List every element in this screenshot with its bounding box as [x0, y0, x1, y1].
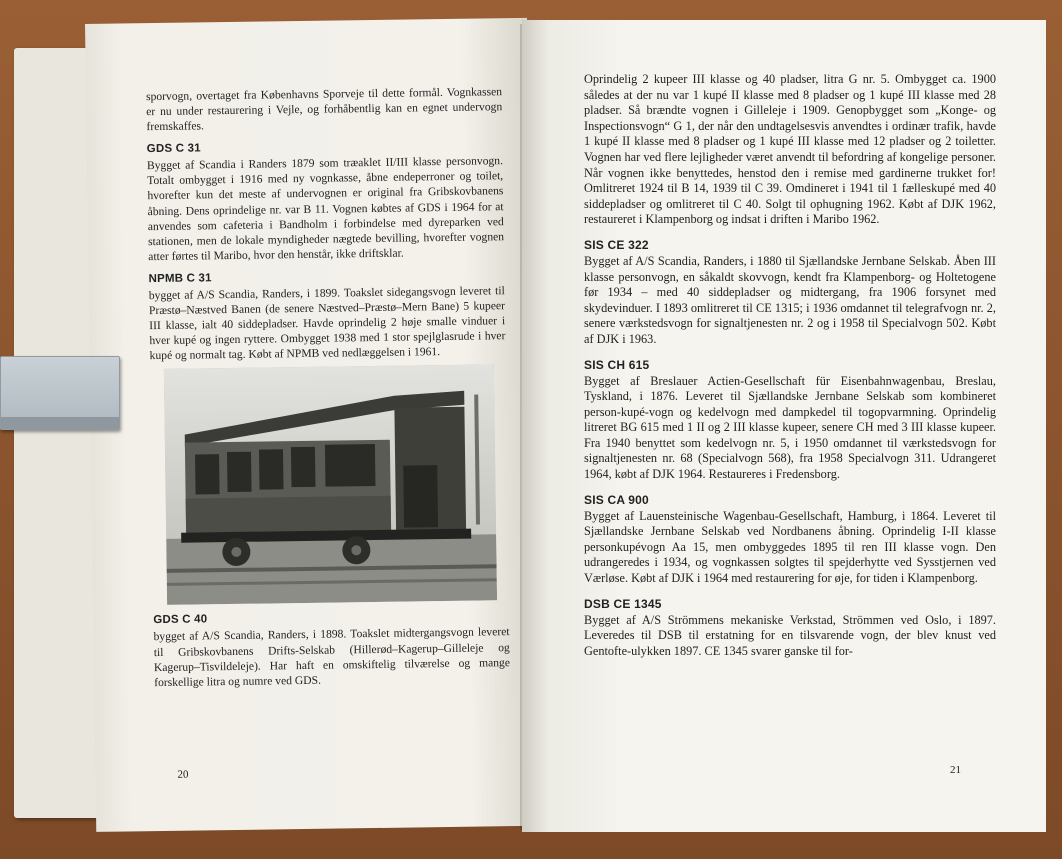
section-text-gds-c40: bygget af A/S Scandia, Randers, i 1898. Toakslet midtergangsvogn leveret til Gribskovbanens Drifts-Selskab (Hillerød–Kagerup–Gilleleje og Kagerup–Tisvildeleje). Har haft en omskiftelig tilværelse og mange forskellige litra og numre ved GDS.	[153, 625, 511, 689]
left-intro-text: sporvogn, overtaget fra Københavns Sporveje til dette formål. Vognkassen er nu under restaurering i Vejle, og forhåbentlig kan en egnet undervogn fremskaffes.	[145, 85, 503, 134]
section-text-sis-ce322: Bygget af A/S Scandia, Randers, i 1880 til Sjællandske Jernbane Selskab. Åben III klasse personvogn, en såkaldt skovvogn, kendt fra Klampenborg- og Holtetogene før 1934 – med 40 siddepladser og midtergang, fra 1906 forsynet med skydevinduer. I 1893 omlitreret til CE 1315; i 1936 omdannet til telegrafvogn nr. 2, senere værkstedsvogn for signaltjenesten nr. 2 og i 1958 til Specialvogn 502. Købt af DJK i 1963.	[584, 253, 996, 346]
section-title-sis-ce322: SIS CE 322	[584, 237, 649, 252]
page-number-left: 20	[177, 768, 189, 781]
bookmark-fold	[1, 417, 119, 429]
section-title-gds-c40: GDS C 40	[153, 613, 208, 627]
section-text-npmb-c31: bygget af A/S Scandia, Randers, i 1899. Toakslet sidegangsvogn leveret til Præstø–Næstved Banen (de senere Næstved–Præstø–Mern Bane) 5 kupeer III klasse, ialt 40 siddepladser. Havde oprindelig 2 høje smalle vinduer i hver kupé og ingen ryttere. Ombygget 1938 med 1 stor spejlglasrude i hver kupé og normalt tag. Købt af NPMB ved nedlæggelsen i 1961.	[148, 284, 506, 363]
section-text-dsb-ce1345: Bygget af A/S Strömmens mekaniske Verkstad, Strömmen ved Oslo, i 1897. Leveredes til DSB til erstatning for en tilsvarende vogn, der blev knust ved Gentofte-ulykken 1897. CE 1345 svarer ganske til for-	[584, 612, 996, 658]
section-text-sis-ca900: Bygget af Lauensteinische Wagenbau-Gesellschaft, Hamburg, i 1864. Leveret til Sjællandske Jernbane Selskab ved Nordbanens åbning. Oprindelig I-II klasse personkupévogn Aa 15, men ombyggedes 1895 til ren III klasse vogn. Den udrangeredes i 1934, og vognkassen solgtes til spejderhytte ved Sysstjernen ved Værløse. Købt af DJK i 1964 med restaurering for øje, for tiden i Klampenborg.	[584, 508, 996, 586]
railway-carriage-photo	[164, 365, 497, 606]
section-title-sis-ca900: SIS CA 900	[584, 492, 649, 507]
section-text-sis-ch615: Bygget af Breslauer Actien-Gesellschaft für Eisenbahnwagenbau, Breslau, Tyskland, i 1876. Leveret til Sjællandske Jernbane Selskab som kombineret person-kupé-vogn og kedelvogn med dampkedel til togopvarmning. Oprindelig litreret BG 615 med 1 II og 2 III klasse kupeer, senere CH med 3 III klasse kupeer. Fra 1940 benyttet som kedelvogn nr. 5, i 1950 omdannet til værkstedsvogn for signaltjenesten nr. 68 (Specialvogn 568), fra 1958 Specialvogn 311. Udrangeret 1964, købt af DJK 1964. Restaureres i Fredensborg.	[584, 373, 996, 482]
section-text-gds-c31: Bygget af Scandia i Randers 1879 som træaklet II/III klasse personvogn. Totalt ombygget i 1916 med ny vognkasse, åbne endeperroner og toilet, hvorefter kun det meste af undervognen er original fra Gribskovbanens åbning. Dens oprindelige nr. var B 11. Vognen købtes af GDS i 1964 for at anvendes som cafeteria i Bandholm i forbindelse med dyreparken ved stationen, men de lokale myndigheder nægtede bevilling, hvorefter vognen atter førtes til Maribo, hvor den henstår, ikke driftsklar.	[146, 154, 505, 263]
carriage-illustration	[164, 365, 497, 606]
section-title-sis-ch615: SIS CH 615	[584, 357, 650, 372]
section-title-gds-c31: GDS C 31	[146, 142, 201, 156]
left-page	[85, 18, 538, 832]
section-title-npmb-c31: NPMB C 31	[148, 272, 212, 286]
section-title-dsb-ce1345: DSB CE 1345	[584, 596, 662, 611]
bookmark-strip	[0, 356, 120, 430]
page-number-right: 21	[950, 764, 961, 776]
right-intro-text: Oprindelig 2 kupeer III klasse og 40 pladser, litra G nr. 5. Ombygget ca. 1900 således at der nu var 1 kupé II klasse med 8 pladser og 1 kupé III klasse med 28 pladser. Så brændte vognen i Gilleleje i 1909. Genopbygget som „Konge- og Inspectionsvogn“ G 1, der når den undtagelsesvis anvendtes i ordinær trafik, havde 1 kupé II klasse med 8 pladser og 1 kupé III klasse med 12 pladser og 2 toiletter. Vognen har ved flere lejligheder været anvendt til befordring af kongelige personer. Når vognen ikke benyttedes, henstod den i remise med gardinerne trukket for! Omlitreret 1924 til B 14, 1939 til C 39. Omdineret i 1941 til 1 fælleskupé med 40 siddepladser og omlitreret til C 40. Solgt til ophugning 1962. Købt af DJK 1962, restaureret i Klampenborg og indsat i driften i Maribo 1962.	[584, 72, 996, 227]
right-page	[522, 20, 1046, 832]
